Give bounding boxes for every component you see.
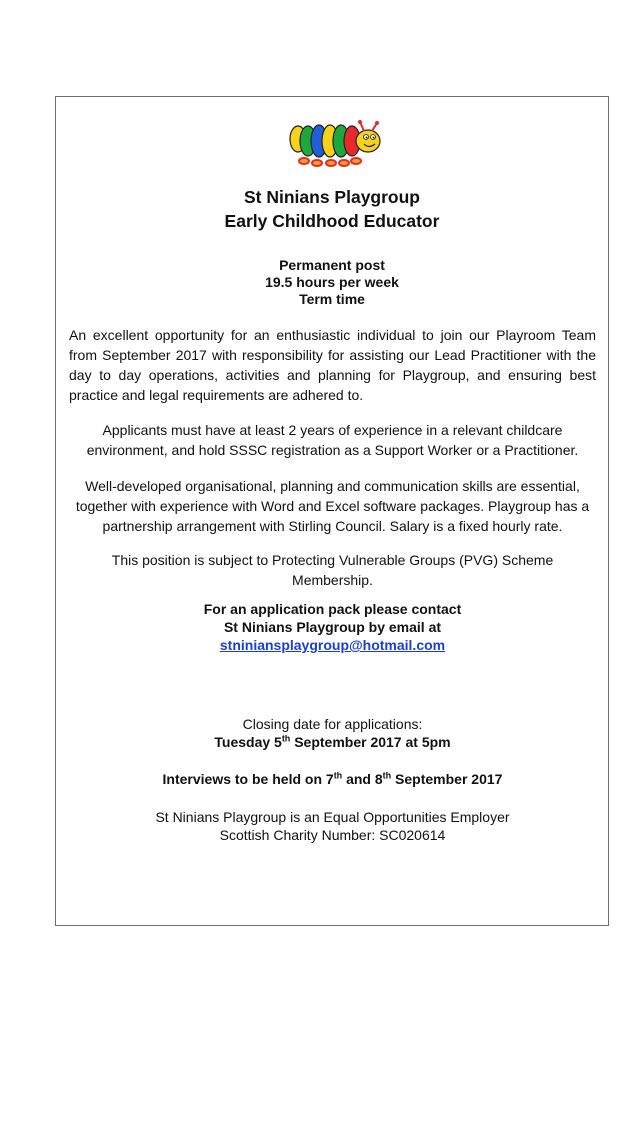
- job-terms: [56, 257, 608, 308]
- contact-block: [69, 600, 596, 654]
- pvg-paragraph: [69, 550, 596, 590]
- job-advert-poster: [55, 96, 609, 926]
- post-type: Permanent post: [279, 257, 385, 273]
- closing-block: [69, 715, 596, 751]
- equal-opportunities: St Ninians Playgroup is an Equal Opportunities Employer: [155, 809, 510, 825]
- schedule: Term time: [299, 291, 365, 307]
- skills-paragraph: Well-developed organisational, planning and communication skills are essential, together with experience with Word and Excel software packages. Playgroup has a partnership arrangement with Stirling Council. Salary is a fixed hourly rate.: [75, 478, 590, 534]
- interview-dates: Interviews to be held on 7th and 8th September 2017: [162, 770, 503, 787]
- hours: 19.5 hours per week: [265, 274, 399, 290]
- org-name: St Ninians Playgroup: [244, 187, 420, 207]
- contact-line-1: For an application pack please contact: [203, 601, 462, 617]
- closing-date: Tuesday 5th September 2017 at 5pm: [214, 733, 451, 750]
- requirements-paragraph: Applicants must have at least 2 years of experience in a relevant childcare environment, and hold SSSC registration as a Support Worker or a Practitioner.: [86, 422, 579, 458]
- job-title: Early Childhood Educator: [224, 211, 440, 231]
- caterpillar-logo: [286, 119, 386, 167]
- pvg-line-1: This position is subject to Protecting Vulnerable Groups (PVG) Scheme: [111, 552, 554, 568]
- poster-title: [56, 185, 608, 233]
- contact-line-2: St Ninians Playgroup by email at: [223, 619, 442, 635]
- charity-number: Scottish Charity Number: SC020614: [219, 827, 446, 843]
- intro-paragraph: An excellent opportunity for an enthusiastic individual to join our Playroom Team from September 2017 with responsibility for assisting our Lead Practitioner with the day to day operations, activities and planning for Playgroup, and ensuring best practice and legal requirements are adhered to.: [69, 327, 596, 403]
- closing-label: Closing date for applications:: [242, 716, 423, 732]
- footer-block: [69, 808, 596, 844]
- pvg-line-2: Membership.: [292, 572, 373, 588]
- email-link[interactable]: stniniansplaygroup@hotmail.com: [219, 637, 446, 653]
- caterpillar-icon: [286, 119, 386, 167]
